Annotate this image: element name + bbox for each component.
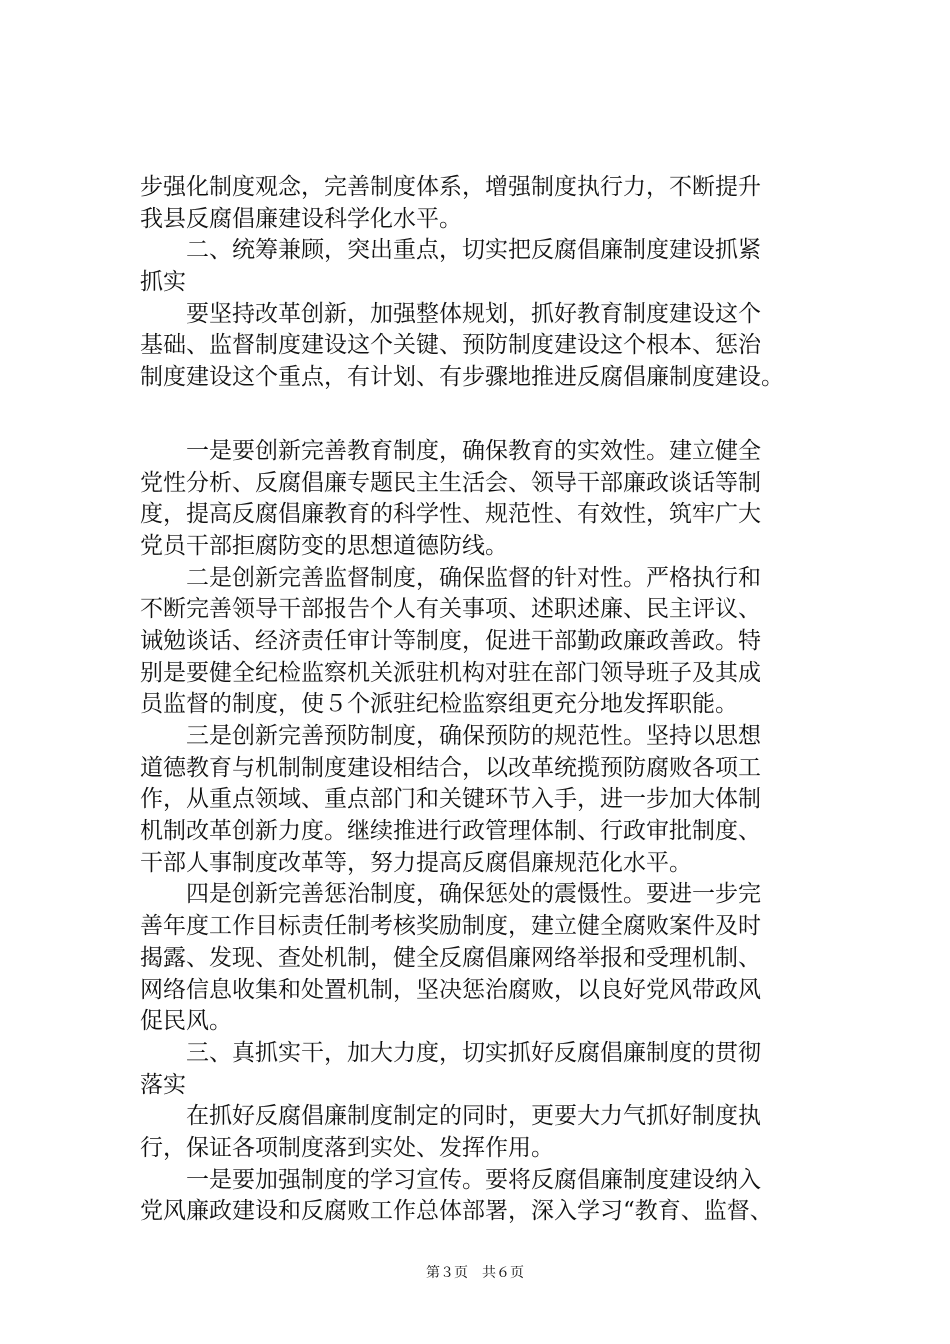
text-line: 道德教育与机制制度建设相结合，以改革统揽预防腐败各项工 — [140, 754, 761, 781]
text-line: 度，提高反腐倡廉教育的科学性、规范性、有效性，筑牢广大 — [140, 501, 761, 528]
text-line: 我县反腐倡廉建设科学化水平。 — [140, 205, 462, 232]
section-heading: 抓实 — [140, 269, 186, 296]
text-line: 要坚持改革创新，加强整体规划，抓好教育制度建设这个 — [140, 300, 761, 327]
text-line: 一是要创新完善教育制度，确保教育的实效性。建立健全 — [140, 437, 761, 464]
text-line: 善年度工作目标责任制考核奖励制度，建立健全腐败案件及时 — [140, 913, 761, 940]
text-line: 三是创新完善预防制度，确保预防的规范性。坚持以思想 — [140, 723, 761, 749]
text-line: 基础、监督制度建设这个关键、预防制度建设这个根本、惩治 — [140, 332, 761, 359]
section-heading: 落实 — [140, 1071, 186, 1098]
text-line: 在抓好反腐倡廉制度制定的同时，更要大力气抓好制度执 — [140, 1103, 761, 1130]
section-heading: 三、真抓实干，加大力度，切实抓好反腐倡廉制度的贯彻 — [140, 1039, 761, 1066]
text-line: 步强化制度观念，完善制度体系，增强制度执行力，不断提升 — [140, 174, 761, 200]
text-line: 四是创新完善惩治制度，确保惩处的震慑性。要进一步完 — [140, 881, 761, 908]
section-heading: 二、统筹兼顾，突出重点，切实把反腐倡廉制度建设抓紧 — [140, 237, 761, 264]
text-line: 二是创新完善监督制度，确保监督的针对性。严格执行和 — [140, 564, 761, 591]
text-line: 诫勉谈话、经济责任审计等制度，促进干部勤政廉政善政。特 — [140, 627, 761, 654]
text-line: 网络信息收集和处置机制，坚决惩治腐败，以良好党风带政风 — [140, 976, 761, 1003]
text-line: 不断完善领导干部报告个人有关事项、述职述廉、民主评议、 — [140, 596, 761, 623]
text-line: 员监督的制度，使５个派驻纪检监察组更充分地发挥职能。 — [140, 691, 738, 718]
text-line: 促民风。 — [140, 1008, 232, 1035]
text-line: 机制改革创新力度。继续推进行政管理体制、行政审批制度、 — [140, 818, 761, 845]
text-line: 别是要健全纪检监察机关派驻机构对驻在部门领导班子及其成 — [140, 659, 761, 686]
paragraph-gap — [140, 394, 860, 436]
text-line: 行，保证各项制度落到实处、发挥作用。 — [140, 1134, 554, 1161]
body-text — [140, 172, 860, 1228]
text-line: 揭露、发现、查处机制，健全反腐倡廉网络举报和受理机制、 — [140, 944, 761, 971]
page-number-footer: 第３页 共６页 — [426, 1265, 524, 1281]
text-line: 党性分析、反腐倡廉专题民主生活会、领导干部廉政谈话等制 — [140, 469, 761, 496]
text-line: 作，从重点领域、重点部门和关键环节入手，进一步加大体制 — [140, 786, 761, 813]
text-line: 制度建设这个重点，有计划、有步骤地推进反腐倡廉制度建设。 — [140, 364, 784, 391]
text-line: 干部人事制度改革等，努力提高反腐倡廉规范化水平。 — [140, 849, 692, 876]
text-line: 党员干部拒腐防变的思想道德防线。 — [140, 532, 508, 559]
text-line: 一是要加强制度的学习宣传。要将反腐倡廉制度建设纳入 — [140, 1166, 761, 1193]
text-line: 党风廉政建设和反腐败工作总体部署，深入学习“教育、监督、 — [140, 1198, 773, 1225]
